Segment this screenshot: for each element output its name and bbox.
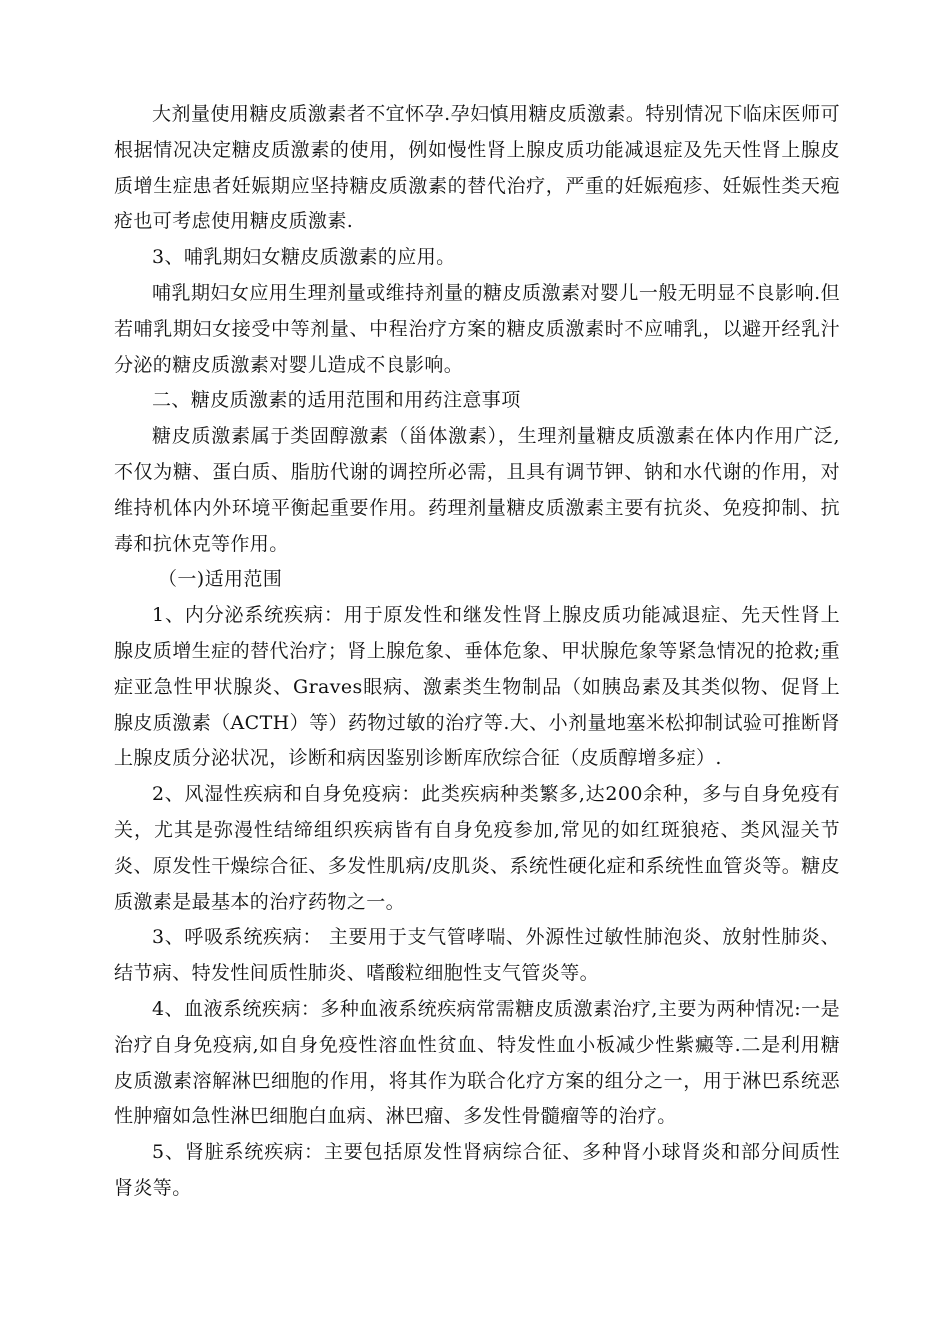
- paragraph-scope-intro: 糖皮质激素属于类固醇激素（甾体激素），生理剂量糖皮质激素在体内作用广泛,不仅为糖、蛋白质、脂肪代谢的调控所必需，且具有调节钾、钠和水代谢的作用，对维持机体内外环境平衡起重要作用。药理剂量糖皮质激素主要有抗炎、免疫抑制、抗毒和抗休克等作用。: [114, 425, 840, 555]
- paragraph-pregnancy-use: 大剂量使用糖皮质激素者不宜怀孕.孕妇慎用糖皮质激素。特别情况下临床医师可根据情况决定糖皮质激素的使用，例如慢性肾上腺皮质功能减退症及先天性肾上腺皮质增生症患者妊娠期应坚持糖皮质激素的替代治疗，严重的妊娠疱疹、妊娠性类天疱疮也可考虑使用糖皮质激素.: [114, 103, 840, 233]
- paragraph-hematologic: 4、血液系统疾病：多种血液系统疾病常需糖皮质激素治疗,主要为两种情况:一是治疗自身免疫病,如自身免疫性溶血性贫血、特发性血小板减少性紫癜等.二是利用糖皮质激素溶解淋巴细胞的作用，将其作为联合化疗方案的组分之一，用于淋巴系统恶性肿瘤如急性淋巴细胞白血病、淋巴瘤、多发性骨髓瘤等的治疗。: [114, 997, 840, 1128]
- paragraph-endocrine: 1、内分泌系统疾病：用于原发性和继发性肾上腺皮质功能减退症、先天性肾上腺皮质增生症的替代治疗；肾上腺危象、垂体危象、甲状腺危象等紧急情况的抢救;重症亚急性甲状腺炎、Graves眼病、激素类生物制品（如胰岛素及其类似物、促肾上腺皮质激素（ACTH）等）药物过敏的治疗等.大、小剂量地塞米松抑制试验可推断肾上腺皮质分泌状况，诊断和病因鉴别诊断库欣综合征（皮质醇增多症）.: [114, 604, 840, 770]
- section-heading-scope: 二、糖皮质激素的适用范围和用药注意事项: [152, 389, 521, 412]
- paragraph-respiratory: 3、呼吸系统疾病： 主要用于支气管哮喘、外源性过敏性肺泡炎、放射性肺炎、结节病、特发性间质性肺炎、嗜酸粒细胞性支气管炎等。: [114, 926, 840, 985]
- paragraph-renal: 5、肾脏系统疾病：主要包括原发性肾病综合征、多种肾小球肾炎和部分间质性肾炎等。: [114, 1141, 840, 1199]
- paragraph-lactation: 哺乳期妇女应用生理剂量或维持剂量的糖皮质激素对婴儿一般无明显不良影响.但若哺乳期妇女接受中等剂量、中程治疗方案的糖皮质激素时不应哺乳，以避开经乳汁分泌的糖皮质激素对婴儿造成不良影响。: [114, 281, 840, 376]
- document-page: [114, 97, 840, 1207]
- paragraph-rheumatic: 2、风湿性疾病和自身免疫病：此类疾病种类繁多,达200余种，多与自身免疫有关，尤其是弥漫性结缔组织疾病皆有自身免疫参加,常见的如红斑狼疮、类风湿关节炎、原发性干燥综合征、多发性肌病/皮肌炎、系统性硬化症和系统性血管炎等。糖皮质激素是最基本的治疗药物之一。: [114, 783, 840, 913]
- subheading-applicable-range: （一)适用范围: [158, 568, 283, 591]
- section-heading-lactation: 3、哺乳期妇女糖皮质激素的应用。: [152, 246, 456, 269]
